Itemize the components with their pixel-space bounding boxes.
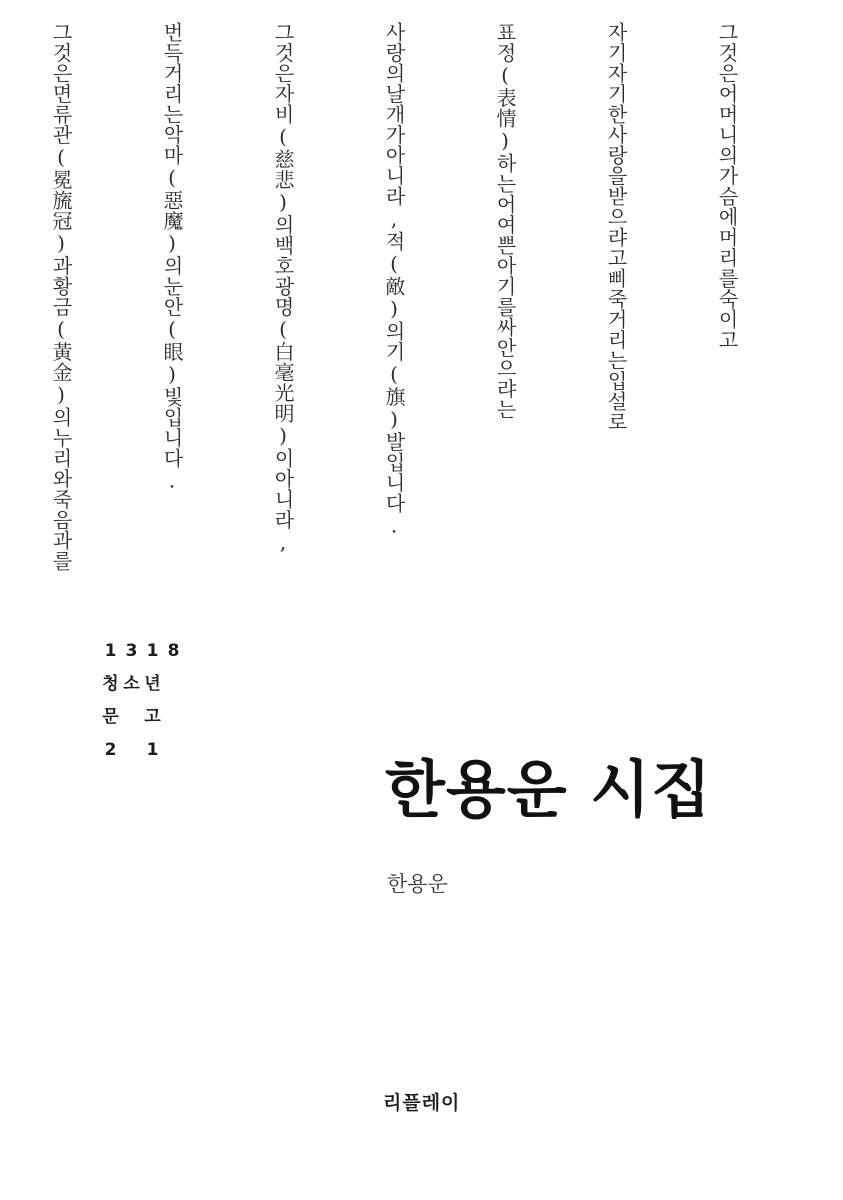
series-char [121,706,142,728]
poem-line: 그것은면류관(冕旒冠)과황금(黃金)의누리와죽음과를 [49,22,73,571]
series-char: 1 [146,740,159,760]
series-char: 2 [104,740,117,760]
poem-line: 그것은어머니의가슴에머리를숙이고 [715,22,739,350]
poem-line: 사랑의날개가아니라,적(敵)의기(旗)발입니다. [382,22,406,538]
poem-text [0,22,819,592]
series-char [163,706,184,728]
series-char: 문 [102,707,119,727]
author-name: 한용운 [387,872,448,896]
series-char: 고 [144,707,161,727]
series-char [163,739,184,761]
poem-line: 번득거리는악마(惡魔)의눈안(眼)빛입니다. [160,22,184,493]
poem-line: 자기자기한사랑을받으랴고삐죽거리는입설로 [604,22,628,432]
series-char [121,739,142,761]
publisher-name: 리플레이 [383,1092,461,1114]
series-char: 년 [144,674,161,694]
series-mark [100,640,184,761]
series-char: 1 [104,641,117,661]
poem-line: 표정(表情)하는어여쁜아기를싸안으랴는 [493,22,517,420]
series-char: 청 [102,674,119,694]
series-char: 3 [125,641,138,661]
book-title: 한용운 시집 [385,753,713,826]
series-char: 8 [167,641,180,661]
series-char: 소 [123,674,140,694]
series-char: 1 [146,641,159,661]
poem-line: 그것은자비(慈悲)의백호광명(白毫光明)이아니라, [271,22,295,555]
series-char [163,673,184,695]
